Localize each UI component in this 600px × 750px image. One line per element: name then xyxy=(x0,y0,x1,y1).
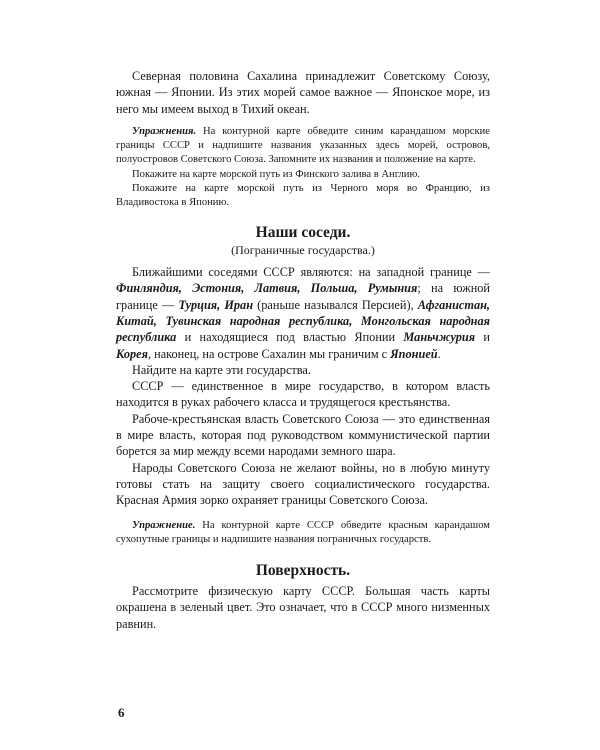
section-title-neighbors: Наши соседи. xyxy=(255,224,351,242)
intro-paragraph: Северная половина Сахалина принадлежит Советскому Союзу, южная — Японии. Из этих морей самое важное — Японское море, из него мы имеем выход в Тихий океан. xyxy=(116,69,490,116)
japan: Японией xyxy=(390,346,438,361)
text-run: Ближайшими соседями СССР являются: на западной границе — xyxy=(132,265,490,280)
text-run: и xyxy=(475,330,490,345)
exercise-1-line-2: Покажите на карте морской путь из Финского залива в Англию. xyxy=(132,168,421,180)
western-neighbors: Финляндия, Эстония, Латвия, Польша, Румыния xyxy=(116,281,418,296)
surface-paragraph-1: Рассмотрите физическую карту СССР. Большая часть карты окрашена в зеленый цвет. Это означает, что в СССР много низменных равнин. xyxy=(116,583,490,631)
eastern-neighbors: Афганистан, Китай, Тувинская народная республика, Монгольская народная республика xyxy=(116,297,490,345)
section-subtitle-neighbors: (Пограничные государства.) xyxy=(231,243,375,258)
exercise-1-text: На контурной карте обведите синим карандашом морские границы СССР и надпишите названия указанных здесь морей, островов, полуостровов Советского Союза. Запомните их названия и положение на карте. xyxy=(116,125,490,166)
neighbors-paragraph-3: СССР — единственное в мире государство, в котором власть находится в руках рабочего класса и трудящегося крестьянства. xyxy=(116,379,490,410)
korea: Корея xyxy=(116,346,148,361)
text-run: (раньше назывался Персией), xyxy=(253,297,418,312)
section-title-surface: Поверхность. xyxy=(255,561,351,579)
neighbors-paragraph-4: Рабоче-крестьянская власть Советского Союза — это единственная в мире власть, которая под руководством коммунистической партии борется за мир между всеми народами земного шара. xyxy=(116,411,490,459)
exercise-2 xyxy=(116,519,490,547)
exercise-1-line-3: Покажите на карте морской путь из Черного моря во Францию, из Владивостока в Японию. xyxy=(116,182,490,208)
text-run: . xyxy=(437,346,441,361)
page-number: 6 xyxy=(118,705,125,720)
neighbors-paragraph-1 xyxy=(116,264,490,362)
page-body xyxy=(116,68,490,632)
text-run: , наконец, на острове Сахалин мы граничим с xyxy=(147,346,391,361)
neighbors-paragraph-5: Народы Советского Союза не желают войны, но в любую минуту готовы стать на защиту своего социалистического государства. Красная Армия зорко охраняет границы Советского Союза. xyxy=(116,460,490,508)
text-run: и находящиеся под властью Японии xyxy=(176,330,404,345)
exercise-1 xyxy=(116,125,490,168)
manchuria: Маньчжурия xyxy=(403,330,476,345)
southern-neighbors: Турция, Иран xyxy=(178,297,254,312)
exercise-2-label: Упражнение. xyxy=(132,519,196,531)
text-run: ; на южной границе — xyxy=(116,281,491,312)
neighbors-paragraph-2: Найдите на карте эти государства. xyxy=(132,362,311,377)
exercise-1-label: Упражнения. xyxy=(132,125,197,137)
exercise-2-text: На контурной карте СССР обведите красным карандашом сухопутные границы и надпишите названия пограничных государств. xyxy=(116,519,490,545)
